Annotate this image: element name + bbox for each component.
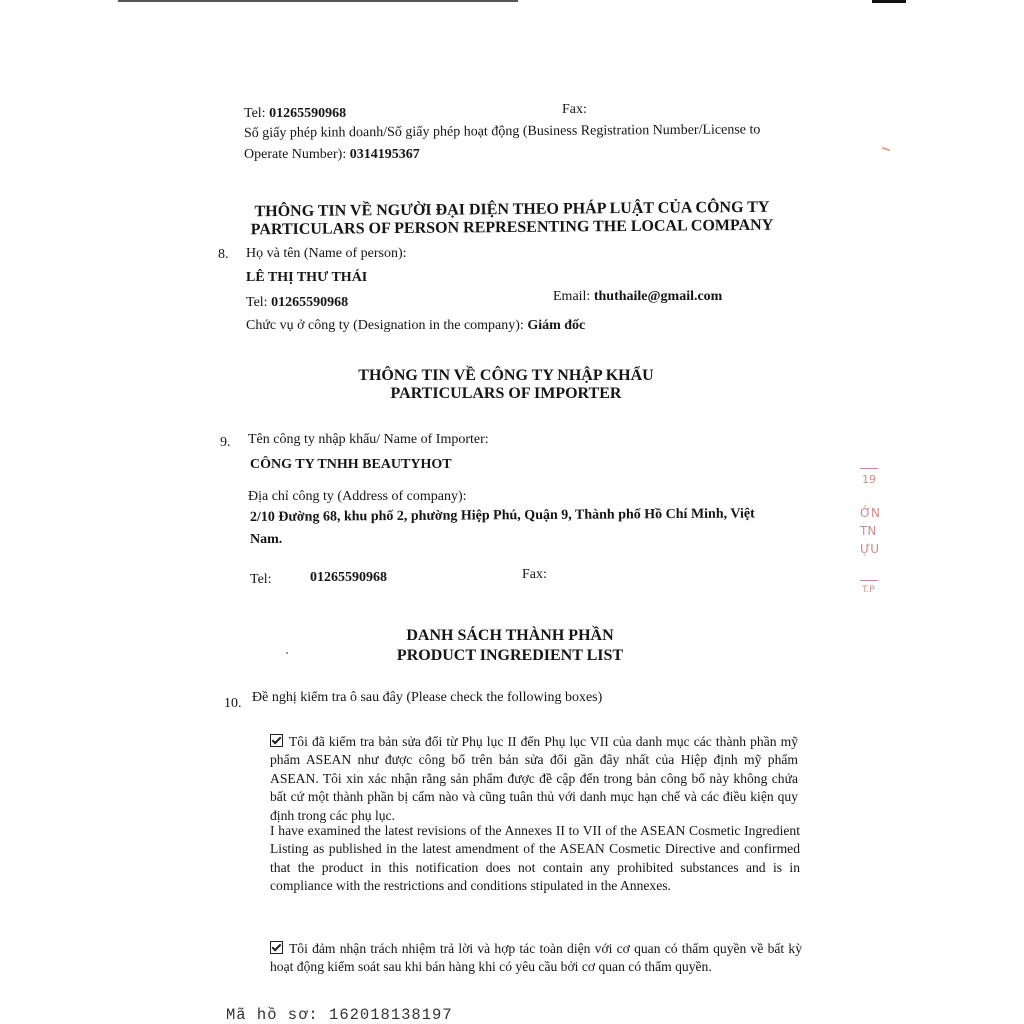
top-right-scan-mark (872, 0, 906, 3)
rep-email-label: Email: (553, 289, 591, 304)
company-tel-line (244, 106, 346, 122)
license-line-2 (244, 147, 420, 163)
importer-heading-vi: THÔNG TIN VỀ CÔNG TY NHẬP KHẨU (358, 367, 654, 384)
declaration-2-vi (270, 940, 802, 977)
rep-designation-line (246, 318, 585, 334)
rep-tel-line (246, 295, 348, 311)
stamp-line-top (860, 468, 878, 469)
importer-heading-en: PARTICULARS OF IMPORTER (390, 385, 622, 402)
rep-designation-label: Chức vụ ở công ty (Designation in the company): (246, 318, 524, 333)
importer-tel-label: Tel: (250, 572, 272, 587)
top-scan-edge (118, 0, 518, 2)
company-fax-label: Fax: (562, 102, 587, 117)
declaration-1-vi (270, 733, 798, 825)
declaration-1-en: I have examined the latest revisions of the Annexes II to VII of the ASEAN Cosmetic Ingredient Listing as published in the latest amendment of the ASEAN Cosmetic Directive and confirmed that the product in this notification does not contain any prohibited substances and is in compliance with the restrictions and conditions stipulated in the Annexes. (270, 823, 800, 894)
stamp-line-bottom (860, 580, 878, 581)
importer-address-label: Địa chỉ công ty (Address of company): (248, 489, 467, 504)
rep-email-value[interactable]: thuthaile@gmail.com (593, 289, 723, 304)
importer-name-label: Tên công ty nhập khẩu/ Name of Importer: (248, 432, 489, 447)
scan-speck (882, 147, 890, 152)
stamp-fragment-1: 19 (862, 473, 876, 486)
rep-tel-label: Tel: (246, 295, 268, 310)
importer-fax-label: Fax: (522, 567, 547, 582)
rep-tel-value: 01265590968 (271, 295, 349, 310)
declaration-1-checkbox[interactable] (270, 734, 283, 747)
importer-address-line-2: Nam. (250, 532, 283, 547)
ingredient-heading-en: PRODUCT INGREDIENT LIST (396, 647, 624, 664)
rep-name-label: Họ và tên (Name of person): (246, 246, 407, 261)
importer-tel-value: 01265590968 (310, 570, 387, 585)
rep-email-line (553, 289, 722, 305)
item-9-number: 9. (220, 435, 231, 450)
stamp-fragment-3: TN (860, 524, 877, 538)
rep-name-value: LÊ THỊ THƯ THÁI (246, 270, 368, 285)
stamp-fragment-2: ỚN (860, 506, 880, 520)
license-line-1: Số giấy phép kinh doanh/Số giấy phép hoạt động (Business Registration Number/License to (243, 122, 761, 141)
rep-designation-value: Giám đốc (527, 318, 586, 333)
scan-speck (286, 652, 288, 654)
declaration-2-checkbox[interactable] (270, 941, 283, 954)
dossier-code: Mã hồ sơ: 162018138197 (226, 1006, 453, 1024)
check-prompt: Đề nghị kiểm tra ô sau đây (Please check the following boxes) (252, 690, 603, 705)
license-label: Operate Number): (244, 147, 347, 162)
importer-address-line-1: 2/10 Đường 68, khu phố 2, phường Hiệp Phú, Quận 9, Thành phố Hồ Chí Minh, Việt (249, 506, 755, 525)
declaration-1-vi-text: Tôi đã kiểm tra bản sửa đổi từ Phụ lục II đến Phụ lục VII của danh mục các thành phần mỹ phẩm ASEAN như được công bố trên bản sửa đổi gần đây nhất của Hiệp định mỹ phẩm ASEAN. Tôi xin xác nhận rằng sản phẩm được đề cập đến trong bản công bố này không chứa bất cứ một thành phần bị cấm nào và cũng tuân thủ với danh mục hạn chế và các điều kiện quy định trong các phụ lục. (270, 734, 798, 823)
item-8-number: 8. (218, 247, 229, 262)
importer-name-value: CÔNG TY TNHH BEAUTYHOT (250, 457, 452, 472)
item-10-number: 10. (224, 696, 242, 711)
company-tel-label: Tel: (244, 106, 266, 121)
stamp-fragment-4: ỰU (860, 542, 880, 556)
company-tel-value: 01265590968 (269, 106, 347, 121)
rep-heading-vi: THÔNG TIN VỀ NGƯỜI ĐẠI DIỆN THEO PHÁP LUẬT CỦA CÔNG TY (254, 198, 770, 221)
declaration-2-vi-text: Tôi đảm nhận trách nhiệm trả lời và hợp tác toàn diện với cơ quan có thẩm quyền về bất kỳ hoạt động kiểm soát sau khi bán hàng khi có yêu cầu bởi cơ quan có thẩm quyền. (270, 941, 802, 975)
license-value: 0314195367 (349, 147, 420, 162)
rep-heading-en: PARTICULARS OF PERSON REPRESENTING THE LOCAL COMPANY (250, 216, 774, 239)
stamp-fragment-5: T.P (862, 585, 875, 595)
ingredient-heading-vi: DANH SÁCH THÀNH PHẦN (406, 627, 614, 644)
